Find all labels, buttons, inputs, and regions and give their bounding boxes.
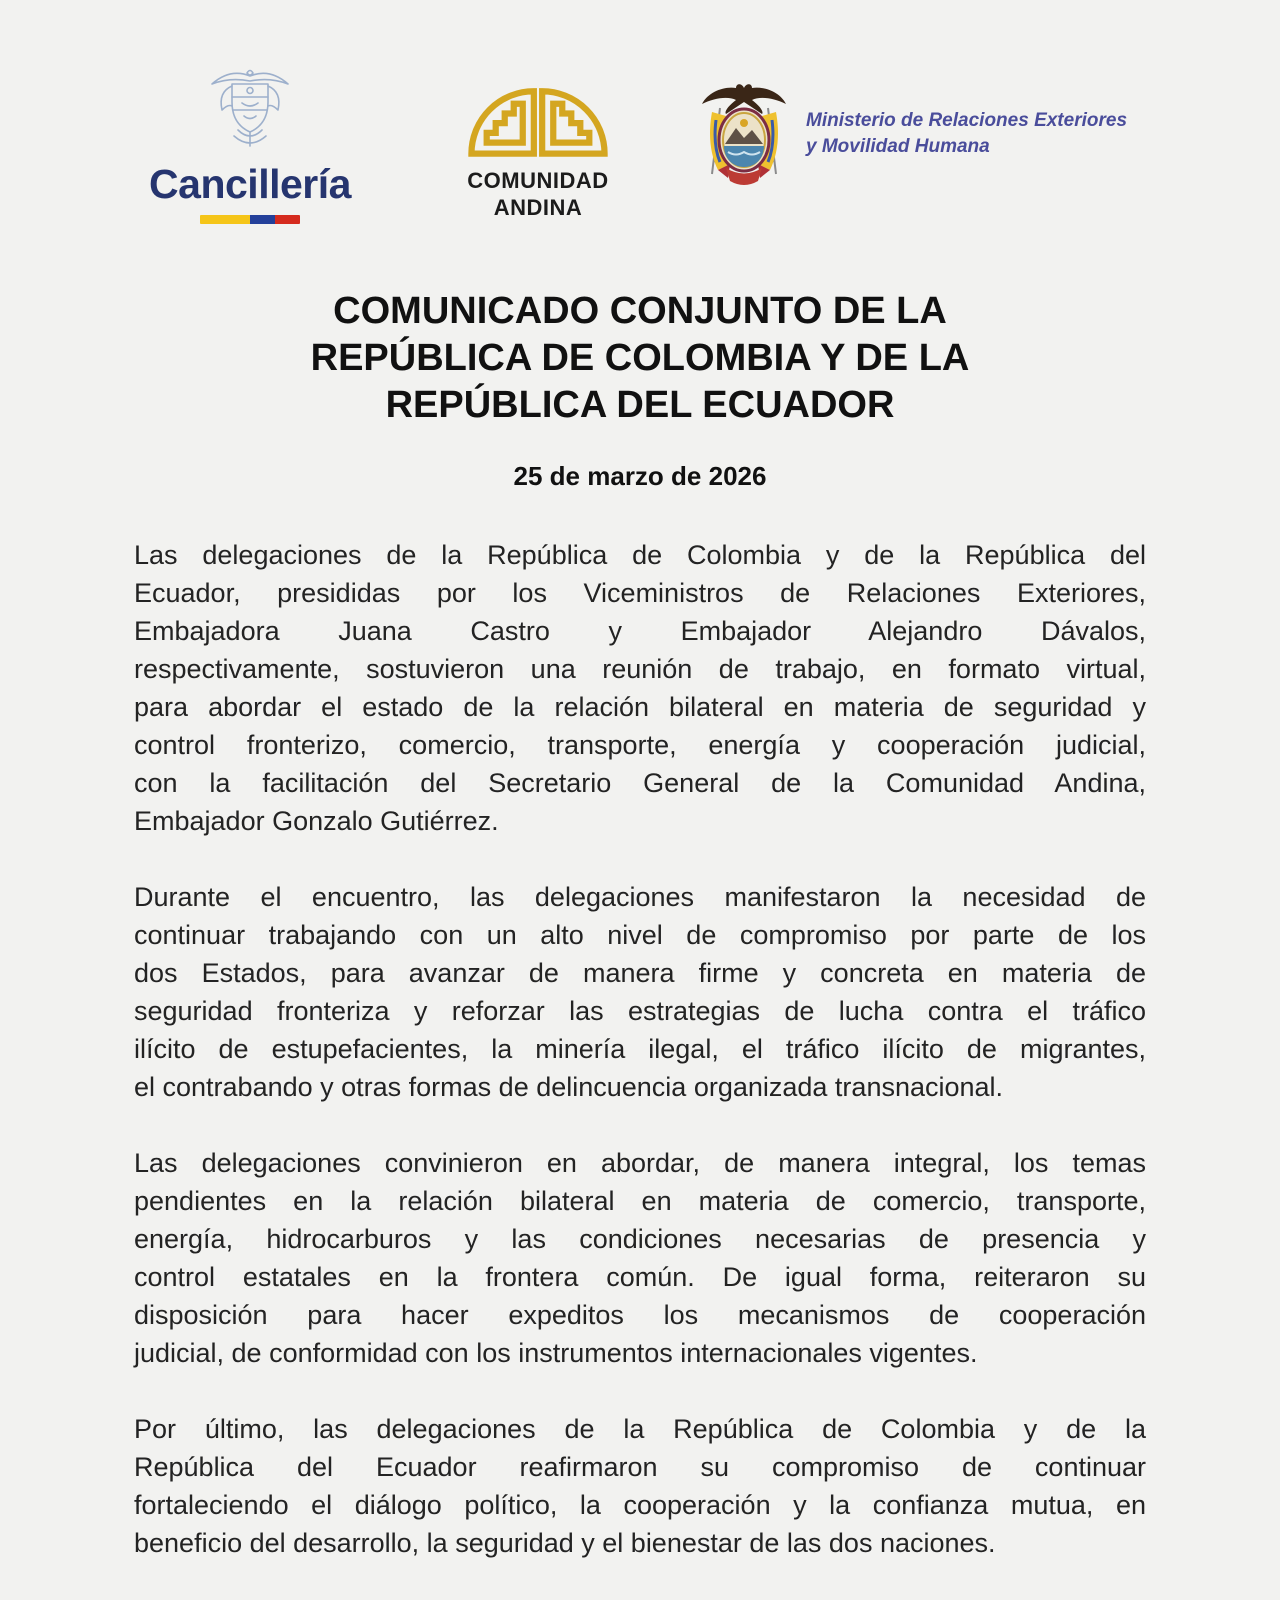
- paragraph-line: Por último, las delegaciones de la República de Colombia y de la: [134, 1414, 1146, 1444]
- ministry-name: [806, 108, 1127, 160]
- flag-yellow-segment: [200, 215, 250, 224]
- title-line-1: COMUNICADO CONJUNTO DE LA: [333, 290, 947, 332]
- ecuador-coat-of-arms-icon: [698, 78, 790, 190]
- paragraph-line: respectivamente, sostuvieron una reunión de trabajo, en formato virtual,: [134, 654, 1146, 684]
- paragraph-line: Las delegaciones convinieron en abordar, de manera integral, los temas: [134, 1148, 1146, 1178]
- document-title: [0, 288, 1280, 429]
- colombia-flag-bar: [200, 215, 300, 224]
- paragraph-line: pendientes en la relación bilateral en materia de comercio, transporte,: [134, 1186, 1146, 1216]
- ministry-name-line2: y Movilidad Humana: [806, 136, 990, 157]
- paragraph-2: [134, 878, 1146, 1106]
- ecuador-ministry-logo: [698, 78, 1127, 190]
- paragraph-line: control estatales en la frontera común. De igual forma, reiteraron su: [134, 1262, 1146, 1292]
- paragraph-line: con la facilitación del Secretario General de la Comunidad Andina,: [134, 768, 1146, 798]
- paragraph-line: dos Estados, para avanzar de manera firme y concreta en materia de: [134, 958, 1146, 988]
- paragraph-line: fortaleciendo el diálogo político, la cooperación y la confianza mutua, en: [134, 1490, 1146, 1520]
- paragraph-1: [134, 536, 1146, 840]
- paragraph-line: Embajadora Juana Castro y Embajador Alejandro Dávalos,: [134, 616, 1146, 646]
- cancilleria-wordmark: Cancillería: [149, 161, 351, 207]
- paragraph-line: judicial, de conformidad con los instrumentos internacionales vigentes.: [134, 1338, 978, 1368]
- paragraph-line: Ecuador, presididas por los Viceministros de Relaciones Exteriores,: [134, 578, 1146, 608]
- paragraph-line: energía, hidrocarburos y las condiciones necesarias de presencia y: [134, 1224, 1146, 1254]
- paragraph-line: para abordar el estado de la relación bilateral en materia de seguridad y: [134, 692, 1146, 722]
- andean-arch-icon: [450, 58, 626, 162]
- flag-blue-segment: [250, 215, 275, 224]
- paragraph-line: Las delegaciones de la República de Colombia y de la República del: [134, 540, 1146, 570]
- paragraph-line: República del Ecuador reafirmaron su compromiso de continuar: [134, 1452, 1146, 1482]
- comunidad-andina-wordmark-line2: ANDINA: [493, 195, 583, 220]
- document-date: 25 de marzo de 2026: [513, 461, 767, 491]
- paragraph-line: Embajador Gonzalo Gutiérrez.: [134, 806, 499, 836]
- document-body: [0, 536, 1280, 1562]
- paragraph-line: seguridad fronteriza y reforzar las estrategias de lucha contra el tráfico: [134, 996, 1146, 1026]
- comunidad-andina-wordmark-line1: COMUNIDAD: [467, 168, 609, 193]
- paragraph-line: continuar trabajando con un alto nivel de compromiso por parte de los: [134, 920, 1146, 950]
- paragraph-line: ilícito de estupefacientes, la minería ilegal, el tráfico ilícito de migrantes,: [134, 1034, 1146, 1064]
- ministry-name-line1: Ministerio de Relaciones Exteriores: [806, 110, 1128, 131]
- title-line-3: REPÚBLICA DEL ECUADOR: [385, 384, 895, 426]
- paragraph-4: [134, 1410, 1146, 1562]
- paragraph-line: el contrabando y otras formas de delincuencia organizada transnacional.: [134, 1072, 1004, 1102]
- colombia-cancilleria-logo: [138, 64, 362, 224]
- flag-red-segment: [275, 215, 300, 224]
- paragraph-line: Durante el encuentro, las delegaciones manifestaron la necesidad de: [134, 882, 1146, 912]
- paragraph-line: disposición para hacer expeditos los mecanismos de cooperación: [134, 1300, 1146, 1330]
- logos-header: [0, 0, 1280, 240]
- title-line-2: REPÚBLICA DE COLOMBIA Y DE LA: [310, 337, 970, 379]
- colombia-coat-of-arms-icon: [204, 64, 296, 160]
- paragraph-line: control fronterizo, comercio, transporte, energía y cooperación judicial,: [134, 730, 1146, 760]
- comunidad-andina-logo: [446, 58, 630, 221]
- paragraph-line: beneficio del desarrollo, la seguridad y el bienestar de las dos naciones.: [134, 1528, 996, 1558]
- paragraph-3: [134, 1144, 1146, 1372]
